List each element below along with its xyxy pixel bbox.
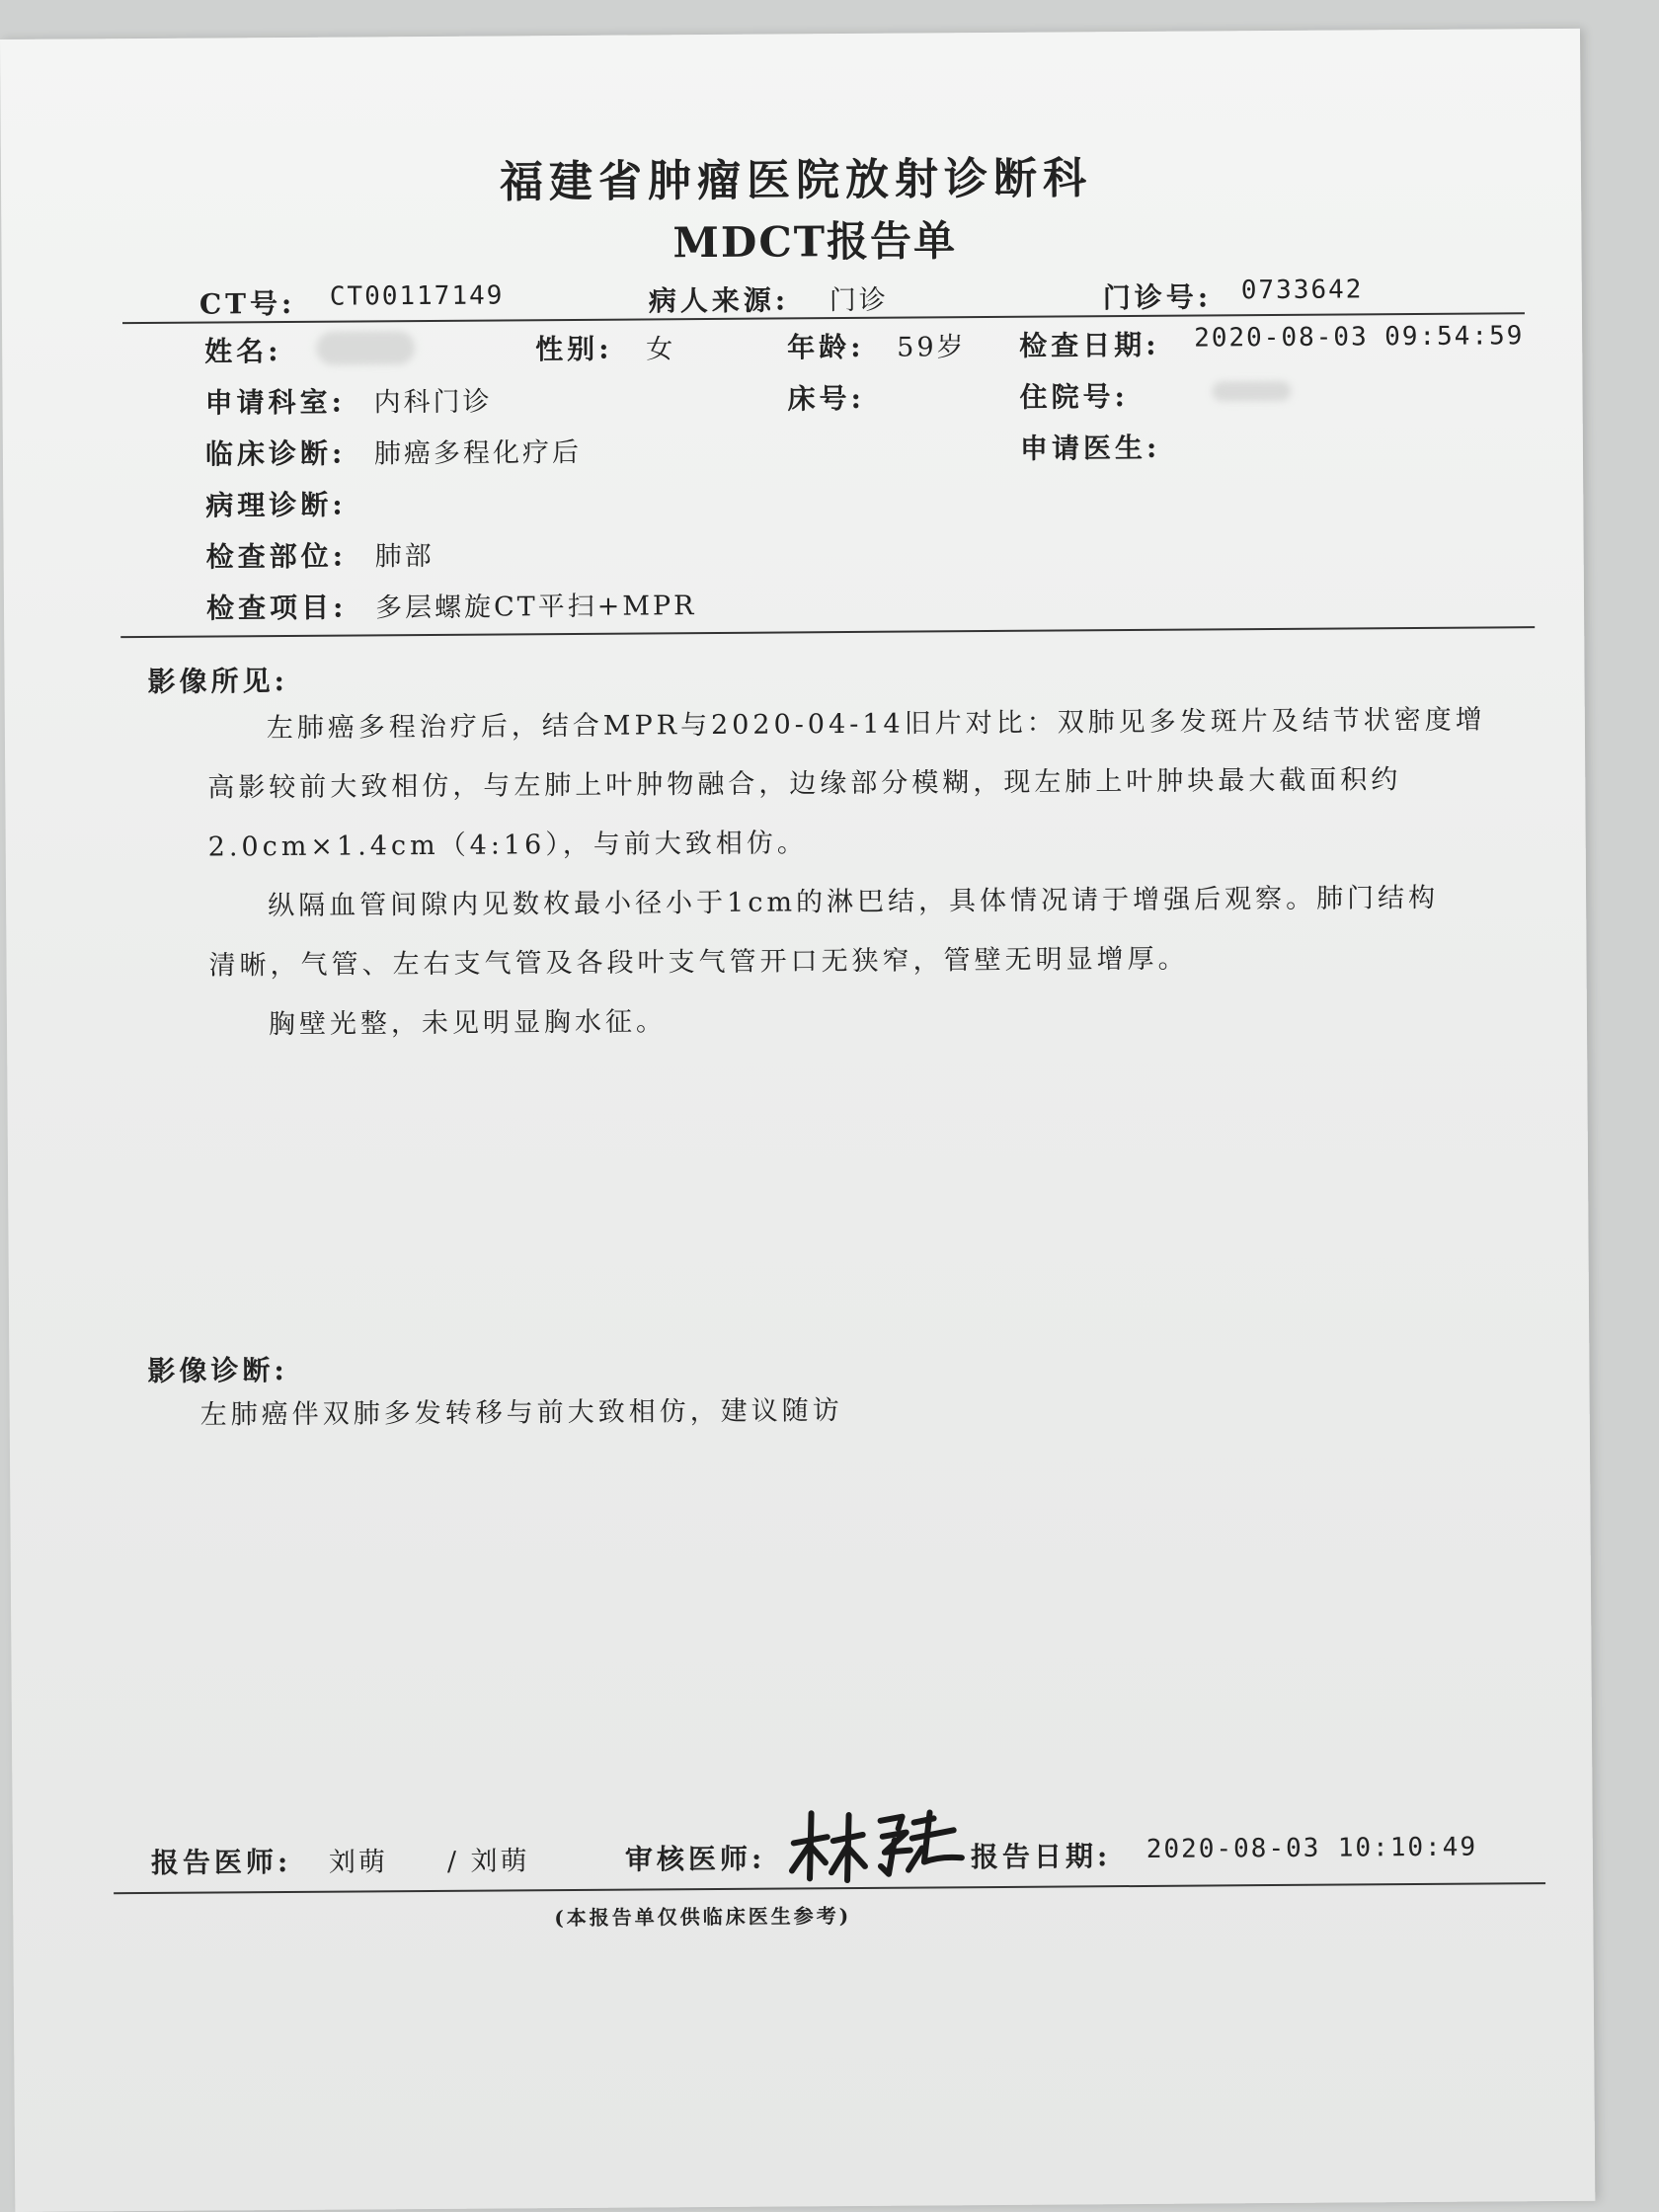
report-doctor-value: 刘萌 xyxy=(328,1847,389,1878)
findings-line: 胸壁光整，未见明显胸水征。 xyxy=(268,1006,668,1041)
exam-item-value: 多层螺旋CT平扫+MPR xyxy=(374,591,697,624)
ct-number-value: CT00117149 xyxy=(329,280,505,312)
report-doctor-value-2: / 刘萌 xyxy=(446,1846,530,1877)
bed-label: 床号: xyxy=(787,381,866,416)
report-date-label: 报告日期: xyxy=(970,1840,1112,1874)
clinical-dx-label: 临床诊断: xyxy=(204,436,347,471)
report-date-value: 2020-08-03 xyxy=(1146,1833,1321,1864)
findings-line: 高影较前大致相仿，与左肺上叶肿物融合，边缘部分模糊，现左肺上叶肿块最大截面积约 xyxy=(207,764,1402,804)
patient-divider xyxy=(120,626,1535,638)
clinic-number-label: 门诊号: xyxy=(1102,280,1213,315)
name-redaction xyxy=(316,331,415,365)
findings-line: 纵隔血管间隙内见数枚最小径小于1cm的淋巴结，具体情况请于增强后观察。肺门结构 xyxy=(268,882,1440,922)
pathology-label: 病理诊断: xyxy=(205,488,347,522)
exam-site-label: 检查部位: xyxy=(205,539,348,574)
ct-number-label: CT号: xyxy=(198,286,296,321)
findings-line: 2.0cm×1.4cm（4:16），与前大致相仿。 xyxy=(207,828,808,863)
name-label: 姓名: xyxy=(204,335,282,368)
exam-item-label: 检查项目: xyxy=(205,591,348,625)
findings-line: 清晰，气管、左右支气管及各段叶支气管开口无狭窄，管壁无明显增厚。 xyxy=(208,943,1189,982)
form-title: MDCT报告单 xyxy=(672,216,958,268)
report-paper xyxy=(0,29,1595,2212)
hospital-title: 福建省肿瘤医院放射诊断科 xyxy=(499,153,1093,208)
disclaimer-note: (本报告单仅供临床医生参考) xyxy=(554,1904,852,1931)
requesting-doctor-label: 申请医生: xyxy=(1019,431,1161,465)
inpatient-label: 住院号: xyxy=(1019,380,1130,414)
report-doctor-label: 报告医师: xyxy=(150,1845,292,1879)
findings-line: 左肺癌多程治疗后，结合MPR与2020-04-14旧片对比：双肺见多发斑片及结节状密度增 xyxy=(266,704,1486,745)
findings-heading: 影像所见: xyxy=(147,664,289,698)
dept-value: 内科门诊 xyxy=(373,386,493,419)
dept-label: 申请科室: xyxy=(204,385,347,420)
clinic-number-value: 0733642 xyxy=(1240,275,1364,306)
gender-label: 性别: xyxy=(535,332,613,366)
report-time-value: 10:10:49 xyxy=(1337,1832,1478,1863)
review-doctor-signature xyxy=(785,1800,969,1885)
exam-time-value: 09:54:59 xyxy=(1384,321,1525,353)
diagnosis-text: 左肺癌伴双肺多发转移与前大致相仿，建议随访 xyxy=(199,1395,843,1431)
exam-date-label: 检查日期: xyxy=(1019,328,1160,362)
exam-date-value: 2020-08-03 xyxy=(1194,322,1369,354)
exam-site-value: 肺部 xyxy=(374,540,434,573)
age-label: 年龄: xyxy=(787,330,865,364)
inpatient-redaction xyxy=(1212,381,1291,402)
gender-value: 女 xyxy=(646,334,676,365)
patient-source-label: 病人来源: xyxy=(648,283,790,318)
review-doctor-label: 审核医师: xyxy=(624,1842,766,1876)
age-value: 59岁 xyxy=(897,332,967,363)
clinical-dx-value: 肺癌多程化疗后 xyxy=(373,436,583,470)
diagnosis-heading: 影像诊断: xyxy=(147,1353,288,1387)
patient-source-value: 门诊 xyxy=(829,284,889,317)
